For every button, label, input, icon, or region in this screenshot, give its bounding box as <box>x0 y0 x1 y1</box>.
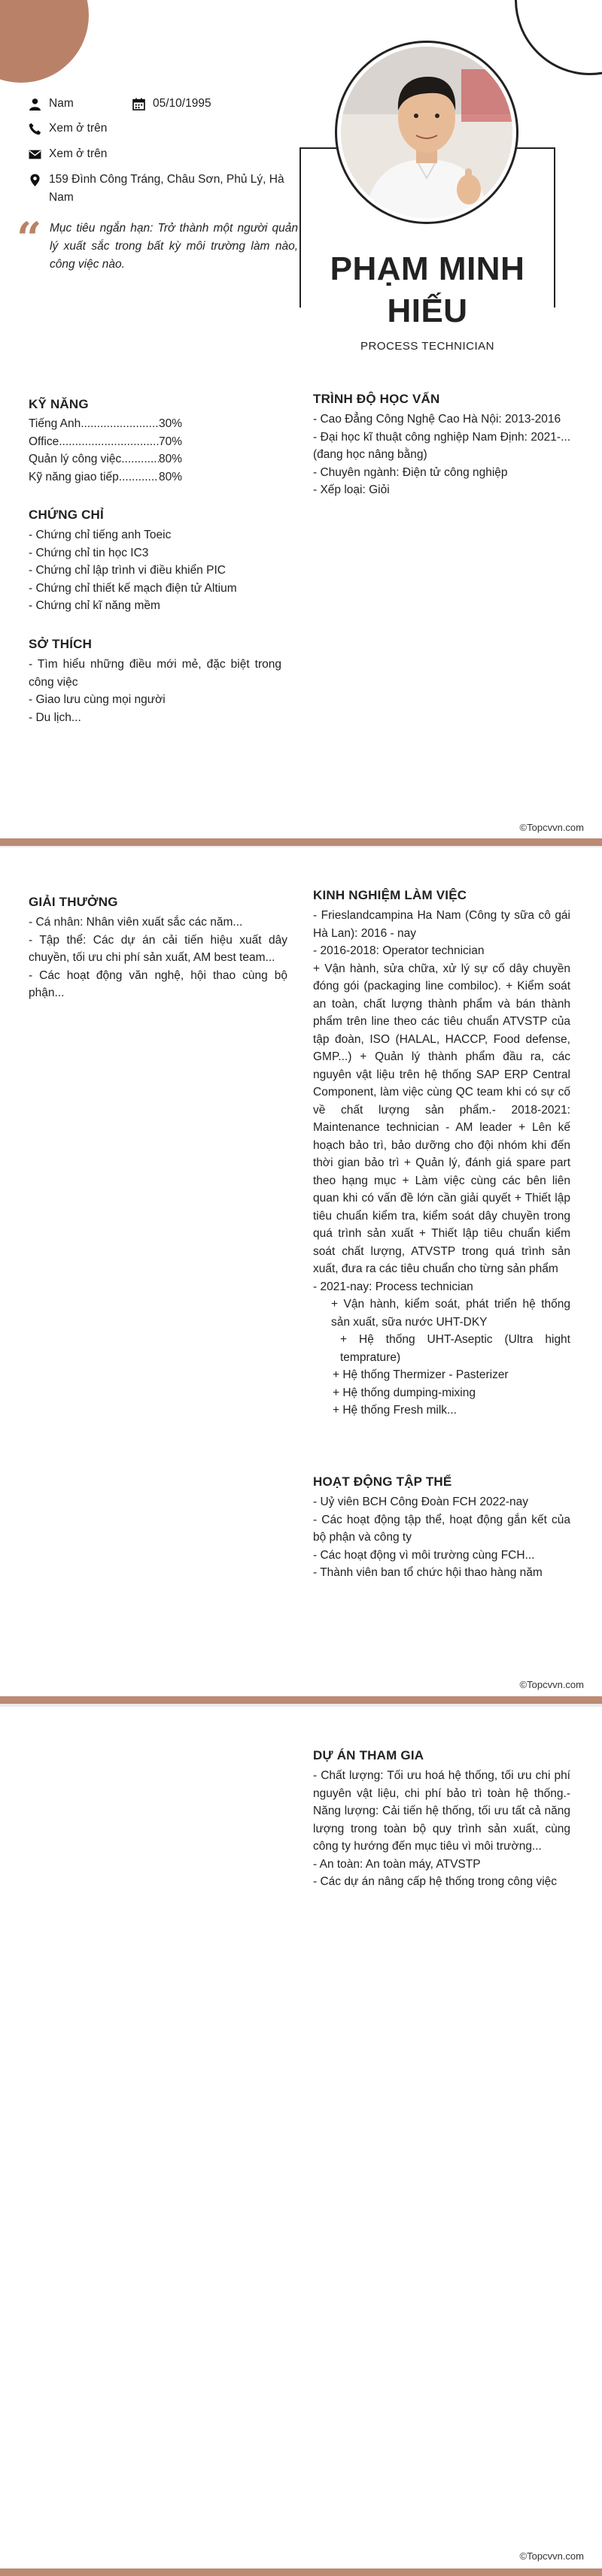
award-item: - Tập thể: Các dự án cải tiến hiệu xuất dây chuyền, tối ưu chi phí sản xuất, AM best team... <box>29 933 287 964</box>
envelope-icon <box>29 148 41 161</box>
phone-row <box>29 120 107 138</box>
birthday-value: 05/10/1995 <box>153 97 211 110</box>
experience-period: - 2016-2018: Operator technician <box>313 944 485 957</box>
hobby-item: - Giao lưu cùng mọi người <box>29 693 166 706</box>
hobby-item: - Du lịch... <box>29 711 81 724</box>
certificates-list <box>29 526 277 615</box>
decorative-circle-top-left <box>0 0 89 83</box>
footer-bar <box>0 2568 602 2576</box>
skill-name: Kỹ năng giao tiếp <box>29 470 119 483</box>
name-line-1: PHẠM MINH <box>330 250 525 287</box>
phone-icon <box>29 123 41 135</box>
projects-title: DỰ ÁN THAM GIA <box>313 1748 424 1762</box>
location-pin-icon <box>29 174 41 186</box>
experience-details: + Vận hành, sửa chữa, xử lý sự cố dây chuyền đóng gói (packaging line combiloc). + Kiểm soát an toàn, chất lượng thành phẩm và bán thành phẩm trên line theo các tiêu chuẩn ATVSTP của tập đoàn, ISO (HALAL, HACCP, Food defense, GMP...) + Quản lý thành phẩm đầu ra, các nguyên vật liệu trên hệ thống SAP ERP Central Component, làm việc cùng QC team khi có sự cố về chất lượng sản phẩm.- 2018-2021: Maintenance technician - AM leader + Lên kế hoạch bảo trì, bảo dưỡng cho đội nhóm khi đến thời gian bảo trì + Quản lý, đánh giá spare part theo hạng mục + Làm việc cùng các bên liên quan khi có vấn đề lớn cần giải quyết + Thiết lập tiêu chuẩn kiểm tra, kiểm soát dây chuyền trong quá trình sản xuất + Thiết lập tiêu chuẩn kiểm soát chất lượng, ATVSTP trong quá trình sản xuất, đưa ra các tiêu chuẩn cho từng sản phẩm <box>313 962 570 1275</box>
skill-value: 70% <box>158 435 182 448</box>
hobby-item: - Tìm hiểu những điều mới mẻ, đặc biệt trong công việc <box>29 658 281 689</box>
skill-value: 80% <box>158 453 182 465</box>
awards-list <box>29 914 287 1002</box>
cv-page-2 <box>0 847 602 1704</box>
award-item: - Các hoạt động văn nghệ, hội thao cùng bộ phận... <box>29 968 287 999</box>
experience-subitem: + Hệ thống Fresh milk... <box>333 1404 457 1417</box>
career-objective <box>17 213 303 274</box>
quote-icon: “ <box>17 213 42 264</box>
experience-title: KINH NGHIỆM LÀM VIỆC <box>313 888 467 902</box>
activities-title: HOẠT ĐỘNG TẬP THỂ <box>313 1474 452 1489</box>
footer-text: ©Topcvvn.com <box>519 822 584 833</box>
certificate-item: - Chứng chỉ tiếng anh Toeic <box>29 529 172 541</box>
skill-name: Quản lý công việc <box>29 453 122 465</box>
birthday-row <box>132 95 211 113</box>
education-list <box>313 411 570 499</box>
certificate-item: - Chứng chỉ lập trình vi điều khiển PIC <box>29 564 226 577</box>
email-value: Xem ở trên <box>49 147 108 160</box>
job-title <box>301 340 554 353</box>
decorative-circle-top-right <box>515 0 602 75</box>
footer-bar <box>0 838 602 846</box>
education-item: - Chuyên ngành: Điện tử công nghiệp <box>313 465 508 479</box>
name-line-2: HIẾU <box>387 292 468 329</box>
awards-title: GIẢI THƯỞNG <box>29 895 118 909</box>
certificate-item: - Chứng chỉ tin học IC3 <box>29 546 149 559</box>
profile-photo <box>341 47 512 218</box>
experience-period: - 2021-nay: Process technician <box>313 1280 473 1293</box>
experience-subitem: + Hệ thống UHT-Aseptic (Ultra hight temprature) <box>340 1333 570 1364</box>
activity-item: - Uỷ viên BCH Công Đoàn FCH 2022-nay <box>313 1496 529 1508</box>
activities-list <box>313 1493 570 1582</box>
gender-value: Nam <box>49 97 74 110</box>
calendar-icon <box>132 98 145 111</box>
activity-item: - Các hoạt động vì môi trường cùng FCH... <box>313 1548 535 1562</box>
footer-text: ©Topcvvn.com <box>519 1679 584 1690</box>
certificates-title: CHỨNG CHỈ <box>29 508 104 522</box>
skill-item <box>29 433 182 451</box>
address-value: 159 Đình Công Tráng, Châu Sơn, Phủ Lý, Hà Nam <box>49 173 284 204</box>
experience-body <box>313 907 570 1420</box>
award-item: - Cá nhân: Nhân viên xuất sắc các năm... <box>29 916 243 929</box>
education-item: - Cao Đẳng Công Nghệ Cao Hà Nội: 2013-2016 <box>313 413 561 426</box>
cv-page-1 <box>0 0 602 846</box>
education-title: TRÌNH ĐỘ HỌC VẤN <box>313 392 440 406</box>
education-item: - Đại học kĩ thuật công nghiệp Nam Định: 2021-... (đang học nâng bằng) <box>313 430 570 461</box>
hobbies-title: SỞ THÍCH <box>29 637 93 651</box>
email-row <box>29 145 107 163</box>
hobbies-list <box>29 656 281 726</box>
cv-page-3 <box>0 1707 602 2576</box>
footer-text: ©Topcvvn.com <box>519 2550 584 2562</box>
skill-item <box>29 415 182 433</box>
gender-row <box>29 95 74 113</box>
address-row <box>29 171 292 207</box>
skill-value: 80% <box>158 470 182 483</box>
projects-list <box>313 1767 570 1891</box>
skills-title: KỸ NĂNG <box>29 397 89 411</box>
experience-details: + Vận hành, kiểm soát, phát triển hệ thống sản xuất, sữa nước UHT-DKY <box>331 1298 570 1329</box>
activity-item: - Các hoạt động tập thể, hoạt động gắn kết của bộ phận và công ty <box>313 1513 570 1544</box>
phone-value: Xem ở trên <box>49 122 108 135</box>
certificate-item: - Chứng chỉ thiết kế mạch điện tử Altium <box>29 581 237 595</box>
activity-item: - Thành viên ban tổ chức hội thao hàng năm <box>313 1566 543 1579</box>
experience-company: - Frieslandcampina Ha Nam (Công ty sữa cô gái Hà Lan): 2016 - nay <box>313 909 570 940</box>
job-title-text: PROCESS TECHNICIAN <box>356 340 499 353</box>
skills-list <box>29 415 182 486</box>
experience-subitem: + Hệ thống Thermizer - Pasterizer <box>333 1368 509 1381</box>
skill-item <box>29 468 182 486</box>
project-item: - Chất lượng: Tối ưu hoá hệ thống, tối ưu chi phí nguyên vật liệu, chi phí bảo trì toàn hệ thống.- Năng lượng: Cải tiến hệ thống, tối ưu tất cả năng lượng trong toàn bộ quy trình sản xuất, cùng công ty hướng đến mục tiêu vì môi trường... <box>313 1769 570 1853</box>
skill-item <box>29 450 182 468</box>
project-item: - Các dự án nâng cấp hệ thống trong công việc <box>313 1875 558 1888</box>
candidate-name <box>301 248 554 332</box>
skill-name: Tiếng Anh <box>29 417 81 430</box>
education-item: - Xếp loại: Giỏi <box>313 483 390 496</box>
objective-text: Mục tiêu ngắn hạn: Trở thành một người quản lý xuất sắc trong bất kỳ môi trường làm nào, công việc nào. <box>50 222 298 271</box>
certificate-item: - Chứng chỉ kĩ năng mềm <box>29 599 160 612</box>
experience-subitem: + Hệ thống dumping-mixing <box>333 1386 476 1399</box>
person-icon <box>29 98 41 111</box>
footer-bar <box>0 1696 602 1704</box>
skill-name: Office <box>29 435 59 448</box>
skill-value: 30% <box>158 417 182 430</box>
project-item: - An toàn: An toàn máy, ATVSTP <box>313 1857 481 1871</box>
